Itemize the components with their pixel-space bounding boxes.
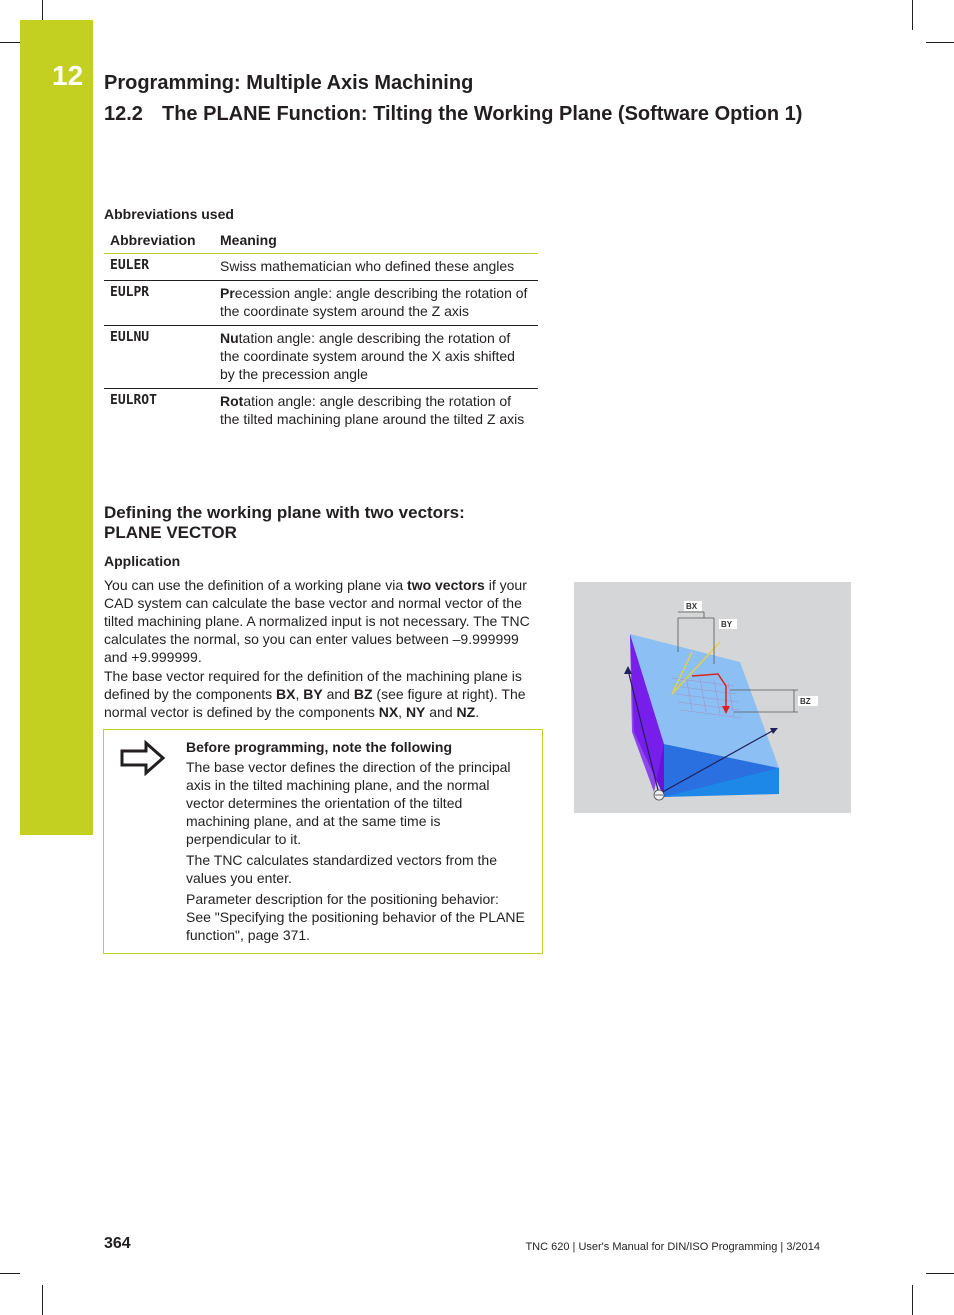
note-paragraph: The base vector defines the direction of the principal axis in the tilted machining plane, and the normal vector determines the orientation of the tilted machining plane, and at the same time is perpendicular to it.: [186, 759, 511, 847]
abbreviation-cell: EULPR: [104, 281, 214, 326]
chapter-tab: [20, 20, 93, 835]
section-number: 12.2: [104, 103, 143, 125]
subheading-application: Application: [104, 553, 181, 569]
emphasis: NZ: [456, 704, 476, 720]
note-box: [103, 729, 543, 954]
emphasis: BY: [303, 686, 323, 702]
emphasis: NX: [378, 704, 399, 720]
meaning-cell: [214, 281, 538, 326]
page-number: 364: [104, 1235, 131, 1252]
paragraph: [104, 576, 544, 666]
column-header-meaning: Meaning: [214, 228, 538, 254]
crop-mark: [42, 1285, 43, 1315]
meaning-text: ation angle: angle describing the rotation of the tilted machining plane around the tilted Z axis: [220, 393, 525, 427]
meaning-cell: [214, 254, 538, 281]
section-heading-line2: PLANE VECTOR: [104, 523, 237, 542]
text: and: [425, 704, 457, 720]
emphasis: two vectors: [407, 577, 485, 593]
plane-vector-diagram: [574, 582, 851, 813]
abbreviations-title: Abbreviations used: [104, 206, 234, 222]
section-heading: [104, 503, 544, 543]
emphasis: BX: [276, 686, 296, 702]
note-paragraph: The TNC calculates standardized vectors from the values you enter.: [186, 852, 497, 886]
crop-mark: [912, 0, 913, 30]
arrow-right-icon: [120, 740, 166, 776]
text: and: [322, 686, 354, 702]
figure-plane-vector: [574, 582, 851, 813]
label-bz: BZ: [800, 697, 811, 706]
text: (see figure at right). The normal vector is defined by the components: [104, 686, 526, 720]
text: .: [475, 704, 480, 720]
abbreviations-table: [104, 228, 538, 433]
table-row: [104, 281, 538, 326]
chapter-number: 12: [52, 60, 84, 91]
note-paragraph: Parameter description for the positioning behavior: See "Specifying the positioning behavior of the PLANE function", page 371.: [186, 891, 525, 943]
paragraph: [104, 667, 544, 721]
meaning-emphasis: Nu: [220, 330, 239, 346]
column-header-abbreviation: Abbreviation: [104, 228, 214, 254]
table-row: [104, 389, 538, 434]
section-title: [104, 103, 802, 126]
text: if your CAD system can calculate the base vector and normal vector of the tilted machining plane. A normalized input is not necessary. The TNC calculates the normal, so you can enter values between –9.999999 and +9.999999.: [104, 577, 530, 665]
meaning-cell: [214, 326, 538, 389]
text: ,: [295, 686, 304, 702]
table-row: [104, 254, 538, 281]
label-by: BY: [721, 620, 733, 629]
meaning-emphasis: Pr: [220, 285, 235, 301]
meaning-emphasis: Rot: [220, 393, 244, 409]
abbreviation-cell: EULROT: [110, 393, 157, 408]
text: The base vector required for the definition of the machining plane is defined by the components: [104, 668, 522, 702]
emphasis: BZ: [353, 686, 373, 702]
note-body: [186, 738, 526, 947]
meaning-text: Swiss mathematician who defined these angles: [220, 258, 515, 274]
emphasis: NY: [405, 704, 426, 720]
label-bx: BX: [686, 602, 698, 611]
abbreviation-cell: EULER: [104, 254, 214, 281]
crop-mark: [926, 1273, 954, 1274]
chapter-title: Programming: Multiple Axis Machining: [104, 72, 474, 94]
section-heading-line1: Defining the working plane with two vectors:: [104, 503, 465, 522]
crop-mark: [42, 0, 43, 20]
text: ,: [398, 704, 406, 720]
crop-mark: [0, 1273, 20, 1274]
crop-mark: [0, 42, 20, 43]
meaning-cell: [214, 389, 538, 434]
crop-mark: [926, 42, 954, 43]
text: You can use the definition of a working plane via: [104, 577, 408, 593]
abbreviation-cell: EULNU: [104, 326, 214, 389]
footer-text: TNC 620 | User's Manual for DIN/ISO Programming | 3/2014: [525, 1241, 820, 1253]
meaning-text: tation angle: angle describing the rotation of the coordinate system around the X axis shifted by the precession angle: [220, 330, 515, 382]
meaning-text: ecession angle: angle describing the rotation of the coordinate system around the Z axis: [220, 285, 528, 319]
section-title-text: The PLANE Function: Tilting the Working Plane (Software Option 1): [162, 103, 803, 125]
note-title: Before programming, note the following: [186, 739, 452, 755]
table-header-row: [104, 228, 538, 254]
crop-mark: [912, 1285, 913, 1315]
table-row: [104, 326, 538, 389]
